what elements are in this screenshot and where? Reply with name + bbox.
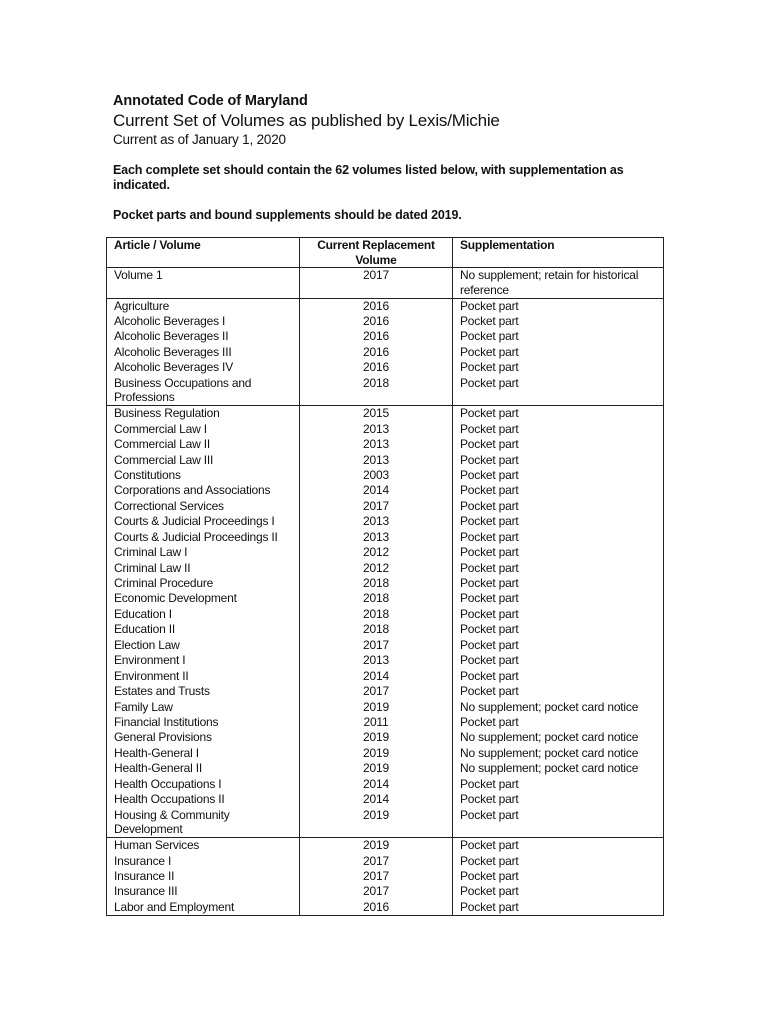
table-row [107, 884, 664, 899]
cell-replacement-year: 2016 [300, 345, 453, 360]
cell-article: Business Regulation [107, 406, 300, 422]
cell-supplementation: Pocket part [453, 684, 664, 699]
cell-supplementation: Pocket part [453, 638, 664, 653]
document-title: Annotated Code of Maryland [113, 93, 308, 109]
cell-replacement-year: 2018 [300, 591, 453, 606]
cell-supplementation: Pocket part [453, 792, 664, 807]
cell-replacement-year: 2013 [300, 514, 453, 529]
table-header-row [107, 238, 664, 268]
cell-replacement-year: 2017 [300, 638, 453, 653]
table-row [107, 761, 664, 776]
cell-article: Criminal Procedure [107, 576, 300, 591]
cell-supplementation: Pocket part [453, 808, 664, 838]
table-row [107, 700, 664, 715]
cell-replacement-year: 2019 [300, 746, 453, 761]
cell-supplementation: Pocket part [453, 653, 664, 668]
table-row [107, 514, 664, 529]
cell-article: General Provisions [107, 730, 300, 745]
table-row [107, 298, 664, 314]
cell-replacement-year: 2013 [300, 653, 453, 668]
cell-article: Volume 1 [107, 268, 300, 299]
cell-article: Courts & Judicial Proceedings II [107, 530, 300, 545]
table-row [107, 530, 664, 545]
table-row [107, 268, 664, 299]
table-row [107, 360, 664, 375]
cell-replacement-year: 2013 [300, 422, 453, 437]
cell-supplementation: Pocket part [453, 360, 664, 375]
cell-replacement-year: 2019 [300, 730, 453, 745]
cell-supplementation: Pocket part [453, 561, 664, 576]
cell-replacement-year: 2016 [300, 360, 453, 375]
table-row [107, 483, 664, 498]
header-article: Article / Volume [107, 238, 300, 268]
table-row [107, 854, 664, 869]
cell-article: Insurance I [107, 854, 300, 869]
cell-replacement-year: 2014 [300, 777, 453, 792]
cell-replacement-year: 2016 [300, 298, 453, 314]
cell-replacement-year: 2017 [300, 854, 453, 869]
cell-replacement-year: 2019 [300, 761, 453, 776]
cell-article: Correctional Services [107, 499, 300, 514]
cell-replacement-year: 2017 [300, 684, 453, 699]
table-row [107, 329, 664, 344]
cell-article: Health Occupations II [107, 792, 300, 807]
table-row [107, 869, 664, 884]
cell-article: Criminal Law II [107, 561, 300, 576]
cell-replacement-year: 2014 [300, 669, 453, 684]
table-row [107, 576, 664, 591]
volumes-table [106, 237, 664, 916]
cell-article: Agriculture [107, 298, 300, 314]
cell-supplementation: Pocket part [453, 314, 664, 329]
cell-replacement-year: 2018 [300, 622, 453, 637]
cell-article: Health-General II [107, 761, 300, 776]
table-row [107, 561, 664, 576]
cell-supplementation: No supplement; pocket card notice [453, 761, 664, 776]
table-row [107, 591, 664, 606]
cell-replacement-year: 2013 [300, 530, 453, 545]
table-row [107, 376, 664, 406]
intro-paragraph: Each complete set should contain the 62 volumes listed below, with supplementation as indicated. [113, 163, 624, 192]
cell-article: Alcoholic Beverages II [107, 329, 300, 344]
document-subtitle: Current Set of Volumes as published by Lexis/Michie [113, 111, 500, 130]
table-row [107, 345, 664, 360]
table-body [107, 268, 664, 916]
cell-replacement-year: 2019 [300, 700, 453, 715]
cell-replacement-year: 2012 [300, 545, 453, 560]
table-row [107, 545, 664, 560]
cell-article: Health Occupations I [107, 777, 300, 792]
cell-replacement-year: 2015 [300, 406, 453, 422]
cell-supplementation: Pocket part [453, 838, 664, 854]
table-row [107, 607, 664, 622]
cell-replacement-year: 2017 [300, 869, 453, 884]
table-row [107, 669, 664, 684]
cell-replacement-year: 2014 [300, 483, 453, 498]
table-row [107, 468, 664, 483]
cell-supplementation: Pocket part [453, 530, 664, 545]
cell-supplementation: No supplement; retain for historical reference [453, 268, 664, 299]
cell-supplementation: Pocket part [453, 406, 664, 422]
table-row [107, 653, 664, 668]
cell-article: Commercial Law I [107, 422, 300, 437]
cell-replacement-year: 2019 [300, 808, 453, 838]
cell-supplementation: Pocket part [453, 329, 664, 344]
document-date: Current as of January 1, 2020 [113, 132, 286, 147]
cell-article: Family Law [107, 700, 300, 715]
table-row [107, 808, 664, 838]
cell-article: Commercial Law II [107, 437, 300, 452]
cell-replacement-year: 2016 [300, 900, 453, 916]
cell-replacement-year: 2017 [300, 499, 453, 514]
cell-article: Insurance II [107, 869, 300, 884]
cell-supplementation: Pocket part [453, 483, 664, 498]
cell-article: Housing & Community Development [107, 808, 300, 838]
table-row [107, 638, 664, 653]
table-row [107, 499, 664, 514]
cell-article: Environment II [107, 669, 300, 684]
cell-supplementation: Pocket part [453, 591, 664, 606]
cell-article: Economic Development [107, 591, 300, 606]
cell-article: Estates and Trusts [107, 684, 300, 699]
header-supplementation: Supplementation [453, 238, 664, 268]
cell-article: Labor and Employment [107, 900, 300, 916]
cell-article: Criminal Law I [107, 545, 300, 560]
cell-article: Financial Institutions [107, 715, 300, 730]
cell-replacement-year: 2013 [300, 437, 453, 452]
cell-article: Constitutions [107, 468, 300, 483]
cell-supplementation: Pocket part [453, 576, 664, 591]
table-row [107, 684, 664, 699]
cell-supplementation: Pocket part [453, 622, 664, 637]
header-replacement: Current Replacement Volume [300, 238, 453, 268]
cell-replacement-year: 2019 [300, 838, 453, 854]
table-row [107, 777, 664, 792]
cell-supplementation: No supplement; pocket card notice [453, 700, 664, 715]
cell-article: Education II [107, 622, 300, 637]
cell-article: Environment I [107, 653, 300, 668]
table-row [107, 792, 664, 807]
cell-supplementation: Pocket part [453, 869, 664, 884]
cell-supplementation: Pocket part [453, 715, 664, 730]
cell-replacement-year: 2013 [300, 453, 453, 468]
cell-supplementation: Pocket part [453, 884, 664, 899]
cell-supplementation: Pocket part [453, 514, 664, 529]
cell-supplementation: No supplement; pocket card notice [453, 730, 664, 745]
cell-article: Health-General I [107, 746, 300, 761]
cell-supplementation: Pocket part [453, 376, 664, 406]
cell-replacement-year: 2011 [300, 715, 453, 730]
cell-replacement-year: 2016 [300, 329, 453, 344]
table-row [107, 838, 664, 854]
cell-article: Alcoholic Beverages IV [107, 360, 300, 375]
table-row [107, 900, 664, 916]
cell-replacement-year: 2018 [300, 576, 453, 591]
cell-replacement-year: 2016 [300, 314, 453, 329]
cell-supplementation: Pocket part [453, 777, 664, 792]
cell-replacement-year: 2018 [300, 376, 453, 406]
cell-article: Election Law [107, 638, 300, 653]
table-row [107, 622, 664, 637]
cell-supplementation: Pocket part [453, 453, 664, 468]
dating-note: Pocket parts and bound supplements should be dated 2019. [113, 208, 462, 222]
cell-article: Business Occupations and Professions [107, 376, 300, 406]
cell-article: Alcoholic Beverages I [107, 314, 300, 329]
table-row [107, 746, 664, 761]
cell-supplementation: Pocket part [453, 900, 664, 916]
cell-article: Education I [107, 607, 300, 622]
cell-article: Commercial Law III [107, 453, 300, 468]
cell-article: Human Services [107, 838, 300, 854]
table-row [107, 406, 664, 422]
cell-supplementation: Pocket part [453, 468, 664, 483]
cell-replacement-year: 2003 [300, 468, 453, 483]
cell-supplementation: Pocket part [453, 607, 664, 622]
cell-replacement-year: 2014 [300, 792, 453, 807]
cell-supplementation: Pocket part [453, 545, 664, 560]
cell-replacement-year: 2017 [300, 268, 453, 299]
table-row [107, 453, 664, 468]
table-row [107, 715, 664, 730]
cell-supplementation: Pocket part [453, 298, 664, 314]
table-row [107, 422, 664, 437]
cell-replacement-year: 2018 [300, 607, 453, 622]
table-row [107, 437, 664, 452]
table-row [107, 314, 664, 329]
table-row [107, 730, 664, 745]
cell-supplementation: Pocket part [453, 854, 664, 869]
cell-supplementation: Pocket part [453, 437, 664, 452]
cell-article: Courts & Judicial Proceedings I [107, 514, 300, 529]
cell-replacement-year: 2012 [300, 561, 453, 576]
cell-article: Alcoholic Beverages III [107, 345, 300, 360]
cell-supplementation: Pocket part [453, 669, 664, 684]
cell-supplementation: Pocket part [453, 345, 664, 360]
cell-article: Corporations and Associations [107, 483, 300, 498]
cell-supplementation: Pocket part [453, 422, 664, 437]
cell-supplementation: No supplement; pocket card notice [453, 746, 664, 761]
cell-replacement-year: 2017 [300, 884, 453, 899]
cell-article: Insurance III [107, 884, 300, 899]
cell-supplementation: Pocket part [453, 499, 664, 514]
